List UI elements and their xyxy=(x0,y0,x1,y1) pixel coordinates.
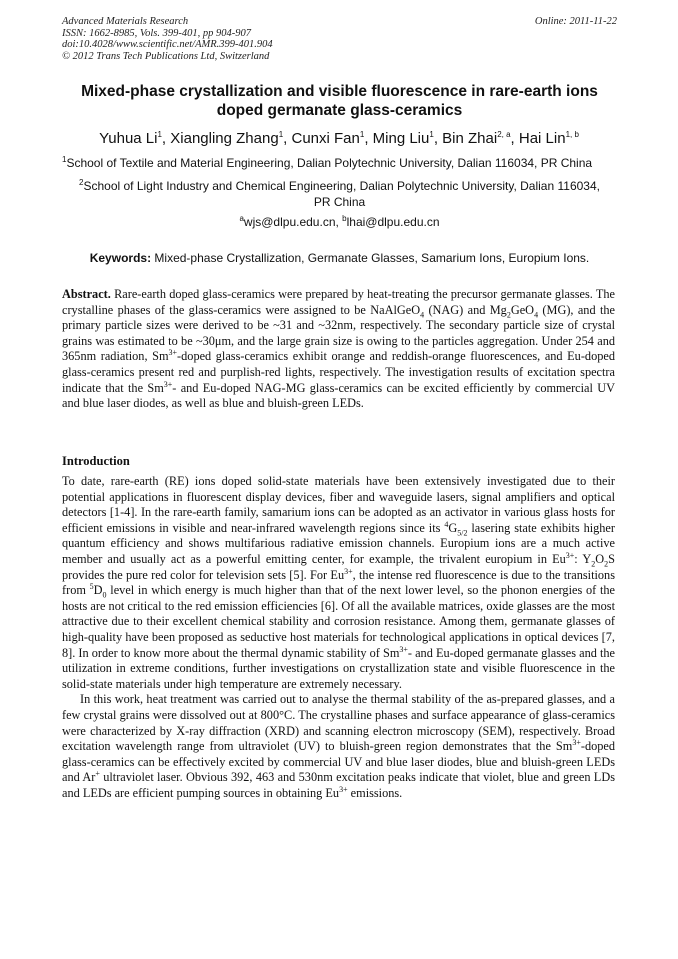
section-heading-introduction: Introduction xyxy=(62,454,130,468)
affiliation-text: School of Textile and Material Engineering, Dalian Polytechnic University, Dalian 116034, PR China xyxy=(66,156,593,170)
journal-name: Advanced Materials Research xyxy=(62,16,189,27)
superscript: 3+ xyxy=(572,738,581,747)
superscript: 3+ xyxy=(399,644,408,654)
intro-paragraph-1 xyxy=(62,474,615,692)
superscript: 3+ xyxy=(339,784,348,794)
intro-text: - and Eu-doped germanate glasses and the utilization in extreme conditions, further investigations on crystallization state and visible fluorescence in the solid-state materials under high temperature are extremely necessary. xyxy=(62,645,615,691)
abstract-text: - and Eu-doped NAG-MG glass-ceramics can be excited efficiently by commercial UV and blue laser diodes, as well as blue and bluish-green LEDs. xyxy=(62,380,615,411)
abstract-text: (MG), and the primary particle sizes were derived to be ~31 and ~32nm, respectively. The secondary particle size of crystal grains was estimated to be ~30μm, and the large grain size is owing to the particles aggregation. Under 254 and 365nm radiation, Sm xyxy=(62,302,615,364)
intro-text: S provides the pure red color for television sets [5]. For Eu xyxy=(62,551,615,582)
intro-text: O xyxy=(595,551,605,566)
author-list: Yuhua Li$^1$, Xiangling Zhang$^1$, Cunxi Fan$^1$, Ming Liu$^1$, Bin Zhai$^{2, a}$, Hai Lin$^{1, b}$ xyxy=(99,130,579,147)
superscript: 3+ xyxy=(565,550,575,560)
email-mark: b xyxy=(342,214,347,223)
intro-text: level in which energy is much higher than that of the next lower level, so the phonon energies of the hosts are not critical to the red emission efficiencies [6]. Of all the available matrices, oxide glasses are the most attractive due to their excellent chemical stability and corrosion resistance. Among them, germanate glasses of high-quality have been proposed as seductive host materials for technological applications in optical devices [7, 8]. In order to know more about the thermal dynamic stability of Sm xyxy=(62,583,616,660)
author-name: Xiangling Zhang xyxy=(170,130,279,147)
intro-text: ultraviolet laser. Obvious 392, 463 and 530nm excitation peaks indicate that violet, blue and green LDs and LEDs are efficient pumping sources in obtaining Eu xyxy=(62,770,615,800)
author-affil-mark: 1 xyxy=(278,130,284,139)
intro-text: G xyxy=(448,520,458,535)
intro-text: emissions. xyxy=(347,785,403,800)
abstract-label: Abstract. xyxy=(62,287,111,301)
author-affil-mark: 1, b xyxy=(565,130,579,139)
keywords-label: Keywords: xyxy=(89,251,152,265)
subscript: 4 xyxy=(420,310,425,320)
author-name: Cunxi Fan xyxy=(291,130,360,147)
subscript: 0 xyxy=(102,590,107,600)
author-affil-mark: 1 xyxy=(429,130,434,139)
intro-text: , the intense red fluorescence is due to the transitions from xyxy=(62,567,615,598)
superscript: 4 xyxy=(444,519,449,529)
doi-line[interactable]: doi:10.4028/www.scientific.net/AMR.399-401.904 xyxy=(62,39,273,50)
superscript: 5 xyxy=(89,582,94,592)
title-line-1: Mixed-phase crystallization and visible fluorescence in rare-earth ions xyxy=(81,83,598,100)
author-affil-mark: 2, a xyxy=(497,130,511,139)
email-a[interactable]: wjs@dlpu.edu.cn, xyxy=(243,215,343,229)
keywords xyxy=(62,250,617,266)
intro-text: D xyxy=(93,583,103,598)
intro-paragraph-2 xyxy=(62,692,615,801)
abstract-text: (NAG) and Mg xyxy=(424,302,507,317)
keywords-text: Mixed-phase Crystallization, Germanate Glasses, Samarium Ions, Europium Ions. xyxy=(151,251,590,265)
affiliation-mark: 2 xyxy=(79,178,84,187)
paper-title xyxy=(62,82,617,120)
subscript: 5/2 xyxy=(457,528,468,538)
affiliation-text: School of Light Industry and Chemical Engineering, Dalian Polytechnic University, Dalian 116034, xyxy=(83,179,600,193)
copyright-line: © 2012 Trans Tech Publications Ltd, Switzerland xyxy=(62,50,270,62)
intro-text: : Y xyxy=(574,551,592,566)
author-affil-mark: 1 xyxy=(359,130,365,139)
intro-text: -doped glass-ceramics can be effectively excited by commercial UV and blue laser diodes, blue and bluish-green LEDs and Ar xyxy=(62,739,615,785)
subscript: 2 xyxy=(506,310,511,320)
abstract xyxy=(62,287,615,412)
superscript: + xyxy=(95,769,100,779)
introduction-body xyxy=(62,474,615,801)
author-emails xyxy=(62,214,617,230)
abstract-text: Rare-earth doped glass-ceramics were prepared by heat-treating the precursor germanate glasses. The crystalline phases of the glass-ceramics were assigned to be NaAlGeO xyxy=(62,287,615,317)
subscript: 4 xyxy=(534,310,539,320)
subscript: 2 xyxy=(604,559,609,569)
superscript: 3+ xyxy=(344,566,353,576)
subscript: 2 xyxy=(591,559,596,569)
abstract-text: -doped glass-ceramics exhibit orange and reddish-orange fluorescences, and Eu-doped glass-ceramics present red and purplish-red lights, respectively. The investigation results of excitation spectra indicate that the Sm xyxy=(62,349,615,395)
intro-text: To date, rare-earth (RE) ions doped solid-state materials have been extensively investigated due to their potential applications in fluorescent display devices, fiber and waveguide lasers, signal amplifiers and optical detectors [1-4]. In the rare-earth family, samarium ions can be adopted as an activator in various glass hosts for efficient emissions in visible and near-infrared wavelength regions since its xyxy=(62,474,615,535)
abstract-text: GeO xyxy=(510,302,535,317)
author-name: Yuhua Li xyxy=(99,130,158,147)
affiliation-2 xyxy=(62,178,617,210)
affiliation-1 xyxy=(62,155,617,171)
author-name: Ming Liu xyxy=(372,130,430,147)
author-name: Hai Lin xyxy=(518,130,566,147)
email-b[interactable]: lhai@dlpu.edu.cn xyxy=(346,215,440,229)
affiliation-mark: 1 xyxy=(62,155,67,164)
superscript: 3+ xyxy=(168,348,178,358)
online-date: Online: 2011-11-22 xyxy=(534,16,617,27)
journal-header xyxy=(62,16,617,62)
intro-text: lasering state exhibits higher quantum efficiency and shows multifarious radiative emission channels. Europium ions are a much active member and usually act as a powerful emitting center, for example, the trivalent europium in Eu xyxy=(62,520,615,566)
superscript: 3+ xyxy=(163,379,173,389)
email-mark: a xyxy=(239,214,244,223)
intro-text: In this work, heat treatment was carried out to analyse the thermal stability of the as-prepared glasses, and a few crystal grains were dissolved out at 800°C. The crystalline phases and surface appearance of glass-ceramics were characterized by X-ray diffraction (XRD) and scanning electron microscopy (SEM), respectively. Broad excitation wavelength range from ultraviolet (UV) to bluish-green region demonstrates that the Sm xyxy=(62,692,615,754)
affiliation-text-cont: PR China xyxy=(313,195,366,209)
issn-line: ISSN: 1662-8985, Vols. 399-401, pp 904-907 xyxy=(62,27,251,39)
author-name: Bin Zhai xyxy=(442,130,498,147)
author-affil-mark: 1 xyxy=(157,130,162,139)
title-line-2: doped germanate glass-ceramics xyxy=(216,102,463,119)
